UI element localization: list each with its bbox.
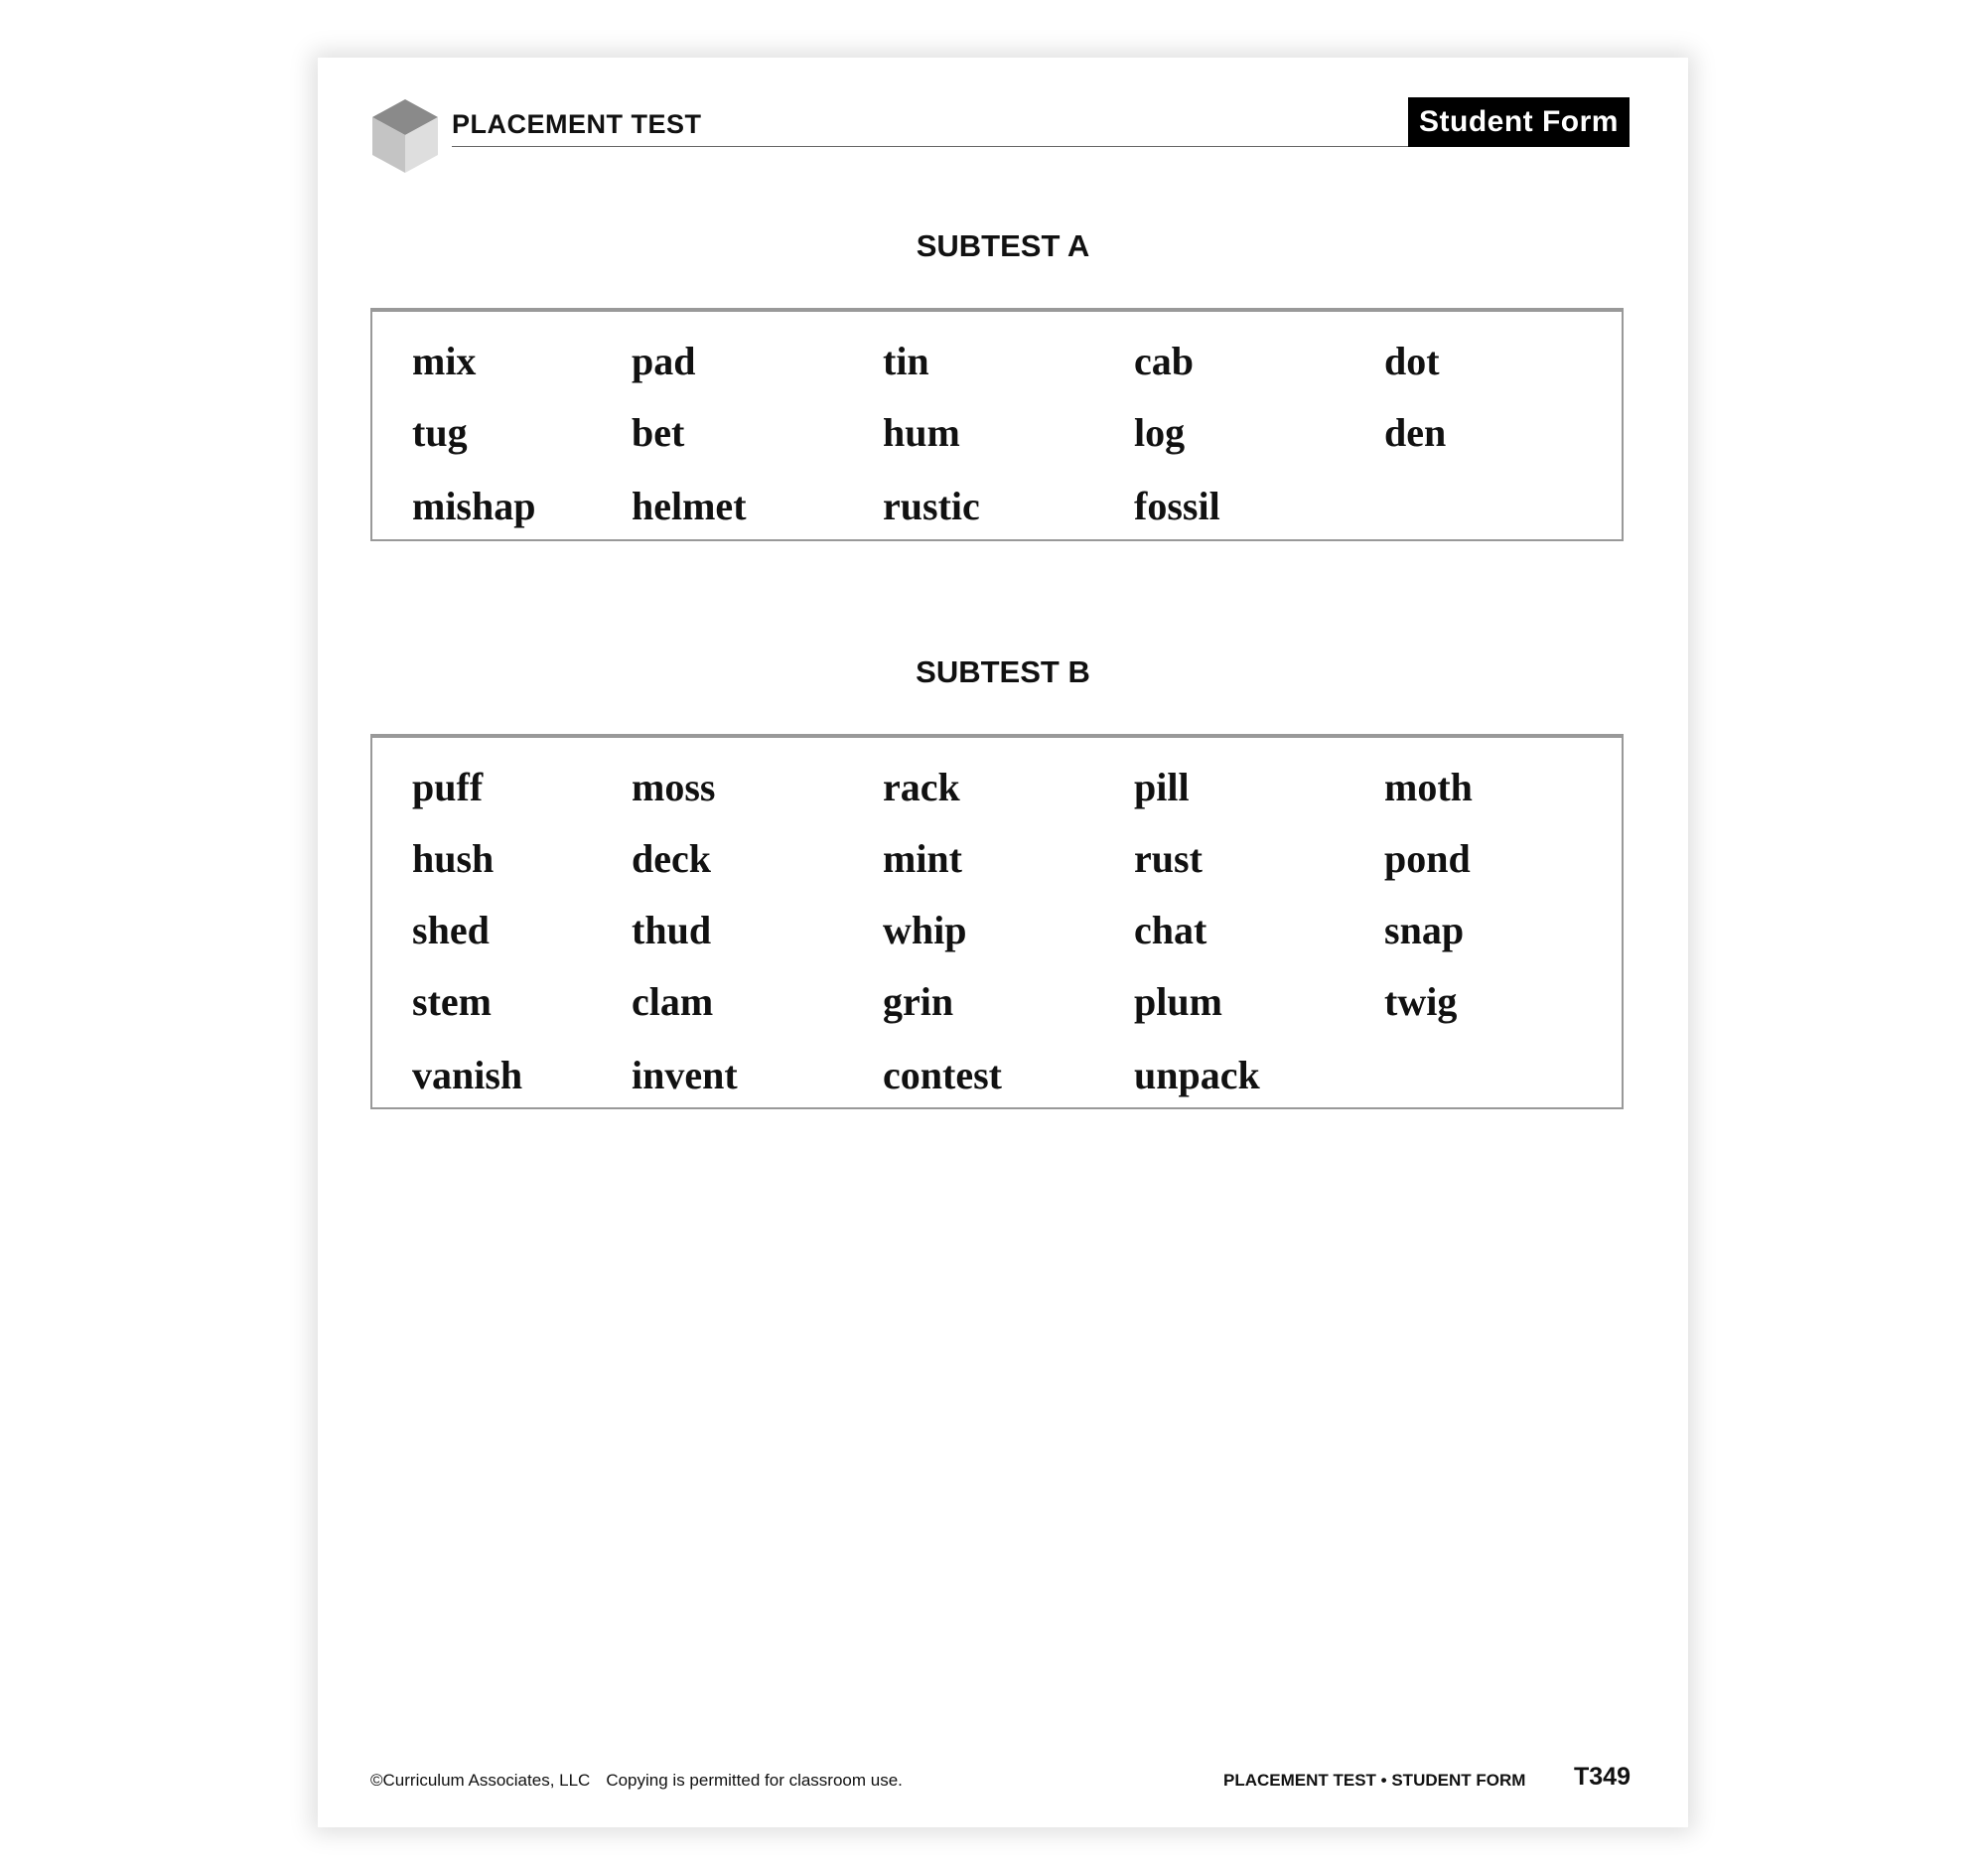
word-item: moth	[1384, 765, 1473, 809]
word-item: deck	[632, 836, 711, 881]
subtest-a-word-box	[370, 308, 1624, 541]
word-item: fossil	[1134, 484, 1220, 528]
footer-copyright	[370, 1771, 903, 1791]
word-item: contest	[883, 1053, 1002, 1097]
word-item: bet	[632, 410, 685, 455]
word-item: invent	[632, 1053, 738, 1097]
word-item: shed	[412, 908, 490, 952]
word-row	[372, 482, 1622, 531]
word-item: grin	[883, 979, 954, 1024]
word-row	[372, 1051, 1622, 1100]
word-item: thud	[632, 908, 712, 952]
word-item: dot	[1384, 339, 1440, 383]
word-item: rack	[883, 765, 960, 809]
word-item: log	[1134, 410, 1186, 455]
word-item: whip	[883, 908, 967, 952]
copy-notice: Copying is permitted for classroom use.	[606, 1771, 903, 1790]
cube-icon	[370, 97, 440, 175]
word-item: hush	[412, 836, 495, 881]
header-rule	[452, 146, 1411, 147]
word-item: mint	[883, 836, 962, 881]
word-item: den	[1384, 410, 1447, 455]
word-row	[372, 763, 1622, 812]
word-item: plum	[1134, 979, 1222, 1024]
word-item: clam	[632, 979, 714, 1024]
word-item: chat	[1134, 908, 1207, 952]
word-row	[372, 337, 1622, 386]
word-item: tin	[883, 339, 929, 383]
word-row	[372, 834, 1622, 884]
word-item: puff	[412, 765, 484, 809]
word-item: pad	[632, 339, 696, 383]
page-number: T349	[1574, 1763, 1631, 1791]
word-item: twig	[1384, 979, 1458, 1024]
word-row	[372, 977, 1622, 1027]
student-form-badge: Student Form	[1408, 97, 1630, 147]
subtest-b-heading: SUBTEST B	[916, 654, 1090, 689]
word-item: moss	[632, 765, 716, 809]
word-item: hum	[883, 410, 960, 455]
word-item: stem	[412, 979, 492, 1024]
word-item: snap	[1384, 908, 1465, 952]
footer-label: PLACEMENT TEST • STUDENT FORM	[1223, 1771, 1526, 1790]
word-item: mishap	[412, 484, 536, 528]
word-item: vanish	[412, 1053, 523, 1097]
word-item: helmet	[632, 484, 747, 528]
worksheet-page	[318, 58, 1688, 1827]
header-title: PLACEMENT TEST	[452, 109, 702, 139]
word-item: cab	[1134, 339, 1194, 383]
subtest-a-heading: SUBTEST A	[916, 228, 1090, 263]
word-item: rust	[1134, 836, 1203, 881]
copyright-text: ©Curriculum Associates, LLC	[370, 1771, 591, 1790]
word-item: unpack	[1134, 1053, 1260, 1097]
word-item: mix	[412, 339, 477, 383]
subtest-b-word-box	[370, 734, 1624, 1109]
word-row	[372, 906, 1622, 955]
word-item: pill	[1134, 765, 1190, 809]
word-item: rustic	[883, 484, 980, 528]
word-item: tug	[412, 410, 468, 455]
word-row	[372, 408, 1622, 458]
word-item: pond	[1384, 836, 1471, 881]
